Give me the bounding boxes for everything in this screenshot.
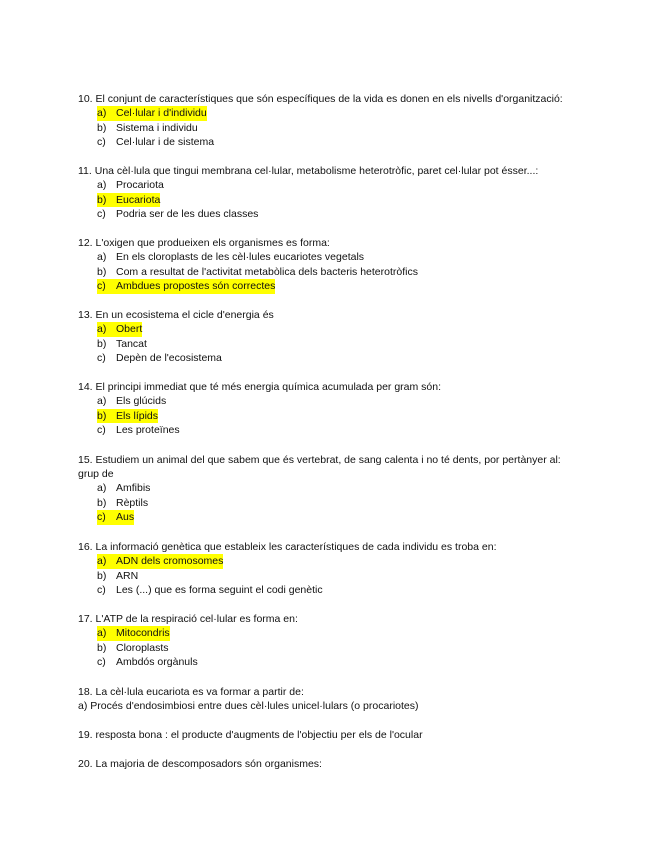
option-b xyxy=(78,121,578,136)
option-letter: a) xyxy=(97,627,107,639)
option-text: Cel·lular i de sistema xyxy=(116,136,215,148)
option-letter: c) xyxy=(97,136,106,148)
option-letter: a) xyxy=(97,107,107,119)
question-18 xyxy=(78,685,578,713)
option-text: Tancat xyxy=(116,337,147,350)
question-text: 19. resposta bona : el producte d'augments de l'objectiu per els de l'ocular xyxy=(78,729,423,741)
option-letter: c) xyxy=(97,511,106,523)
option-list xyxy=(78,481,578,525)
option-text: ADN dels cromosomes xyxy=(116,555,224,567)
option-a xyxy=(78,626,578,641)
option-b xyxy=(78,193,578,208)
option-letter: b) xyxy=(97,409,107,422)
option-letter: c) xyxy=(97,656,106,668)
option-text: Ambdós orgànuls xyxy=(116,656,198,668)
question-text: 18. La cèl·lula eucariota es va formar a partir de: xyxy=(78,686,304,698)
option-letter: c) xyxy=(97,280,106,292)
option-text: En els cloroplasts de les cèl·lules eucariotes vegetals xyxy=(116,251,365,263)
question-text: 15. Estudiem un animal del que sabem que és vertebrat, de sang calenta i no té dents, por pertànyer al: grup de xyxy=(78,454,561,480)
option-a xyxy=(78,394,578,409)
option-b xyxy=(78,496,578,511)
question-15 xyxy=(78,453,578,525)
option-letter: a) xyxy=(97,323,107,335)
option-text: Els glúcids xyxy=(116,395,167,407)
option-letter: c) xyxy=(97,584,106,596)
option-text: Amfibis xyxy=(116,482,151,494)
option-letter: a) xyxy=(97,395,107,407)
option-list xyxy=(78,626,578,670)
option-text: ARN xyxy=(116,569,139,582)
question-10 xyxy=(78,92,578,150)
option-text: Els lípids xyxy=(116,409,159,422)
question-19 xyxy=(78,728,578,742)
option-letter: c) xyxy=(97,424,106,436)
option-letter: c) xyxy=(97,352,106,364)
option-a xyxy=(78,178,578,193)
option-c xyxy=(78,510,578,525)
question-text: 12. L'oxigen que produeixen els organismes es forma: xyxy=(78,237,330,249)
option-letter: b) xyxy=(97,337,107,350)
option-b xyxy=(78,409,578,424)
option-text: Eucariota xyxy=(116,193,161,206)
option-letter: b) xyxy=(97,496,107,509)
option-text: Cloroplasts xyxy=(116,641,169,654)
option-letter: a) xyxy=(97,482,107,494)
question-text: 11. Una cèl·lula que tingui membrana cel·lular, metabolisme heterotròfic, paret cel·lular pot ésser...: xyxy=(78,165,539,177)
option-a xyxy=(78,481,578,496)
option-b xyxy=(78,641,578,656)
option-a xyxy=(78,106,578,121)
option-text: Depèn de l'ecosistema xyxy=(116,352,222,364)
question-12 xyxy=(78,236,578,294)
option-c xyxy=(78,655,578,670)
option-a xyxy=(78,322,578,337)
question-13 xyxy=(78,308,578,366)
option-a xyxy=(78,554,578,569)
option-list xyxy=(78,178,578,222)
option-b xyxy=(78,569,578,584)
question-text: 20. La majoria de descomposadors són organismes: xyxy=(78,758,322,770)
option-letter: b) xyxy=(97,193,107,206)
option-list xyxy=(78,106,578,150)
option-b xyxy=(78,337,578,352)
option-text: Cel·lular i d'individu xyxy=(116,107,207,119)
option-text: Ambdues propostes són correctes xyxy=(116,280,276,292)
option-letter: b) xyxy=(97,641,107,654)
option-text: Mitocondris xyxy=(116,627,170,639)
option-c xyxy=(78,207,578,222)
option-letter: a) xyxy=(97,251,107,263)
question-text: 17. L'ATP de la respiració cel·lular es forma en: xyxy=(78,613,298,625)
option-text: Aus xyxy=(116,511,135,523)
option-c xyxy=(78,423,578,438)
option-text: Podria ser de les dues classes xyxy=(116,208,259,220)
question-14 xyxy=(78,380,578,438)
option-text: Les (...) que es forma seguint el codi genètic xyxy=(116,584,323,596)
option-list xyxy=(78,394,578,438)
option-letter: b) xyxy=(97,265,107,278)
question-16 xyxy=(78,540,578,598)
option-text: Procariota xyxy=(116,179,164,191)
option-c xyxy=(78,279,578,294)
question-text: 10. El conjunt de característiques que són específiques de la vida es donen en els nivells d'organització: xyxy=(78,93,563,105)
question-text: 14. El principi immediat que té més energia química acumulada per gram són: xyxy=(78,381,442,393)
question-11 xyxy=(78,164,578,222)
option-a xyxy=(78,250,578,265)
option-text: Obert xyxy=(116,323,143,335)
option-text: Sistema i individu xyxy=(116,121,198,134)
option-c xyxy=(78,583,578,598)
option-letter: c) xyxy=(97,208,106,220)
question-text: 16. La informació genètica que estableix les característiques de cada individu es troba en: xyxy=(78,541,497,553)
option-text: Rèptils xyxy=(116,496,149,509)
option-text: Les proteïnes xyxy=(116,424,180,436)
option-letter: a) xyxy=(97,555,107,567)
option-list xyxy=(78,554,578,598)
option-letter: a) xyxy=(97,179,107,191)
answer-text: a) Procés d'endosimbiosi entre dues cèl·lules unicel·lulars (o procariotes) xyxy=(78,700,419,712)
option-c xyxy=(78,351,578,366)
question-text: 13. En un ecosistema el cicle d'energia és xyxy=(78,309,274,321)
option-c xyxy=(78,135,578,150)
option-letter: b) xyxy=(97,569,107,582)
question-20 xyxy=(78,757,578,771)
option-list xyxy=(78,322,578,366)
option-list xyxy=(78,250,578,294)
option-b xyxy=(78,265,578,280)
question-17 xyxy=(78,612,578,670)
option-text: Com a resultat de l'activitat metabòlica dels bacteris heterotròfics xyxy=(116,265,418,278)
option-letter: b) xyxy=(97,121,107,134)
